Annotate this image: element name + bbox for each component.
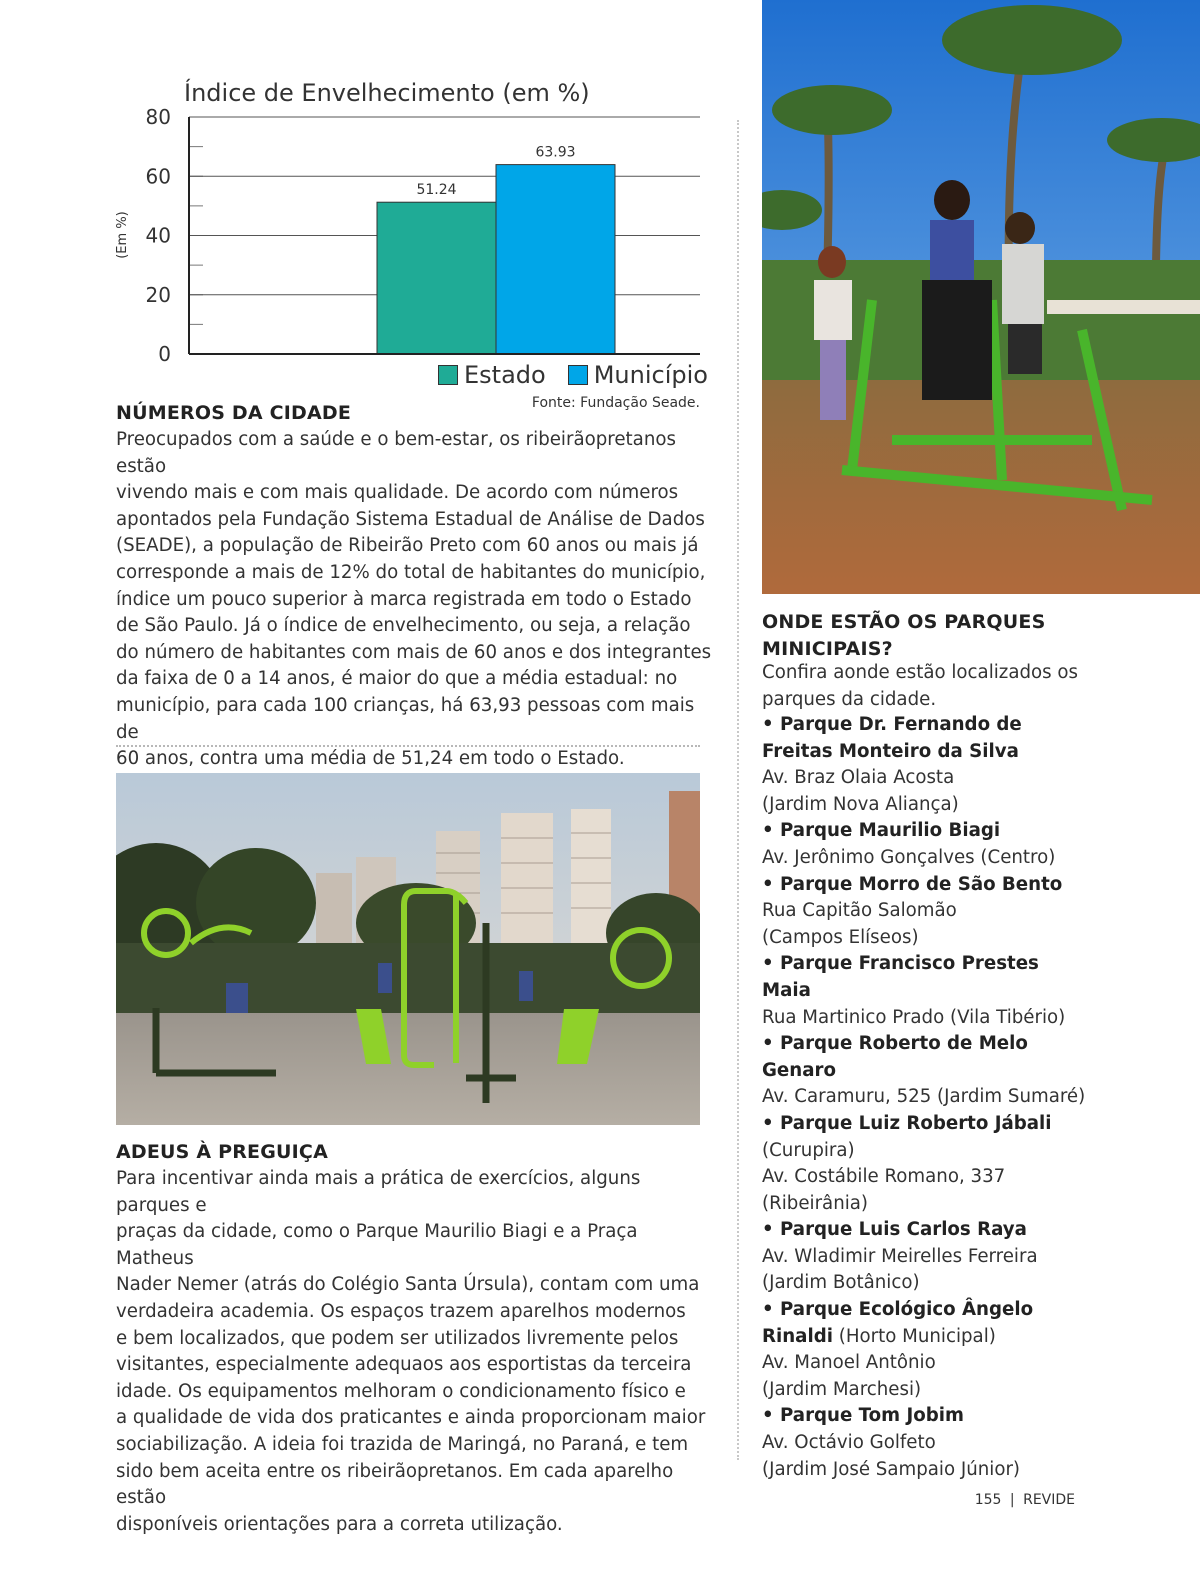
park-name: • Parque Ecológico Ângelo [762,1299,1034,1321]
body-line: verdadeira academia. Os espaços trazem aparelhos modernos [116,1300,686,1322]
body-line: Para incentivar ainda mais a prática de exercícios, alguns parques e [116,1168,641,1216]
section-title-numeros: NÚMEROS DA CIDADE [116,402,352,424]
intro-line: parques da cidade. [762,688,937,710]
chart-data-label: 63.93 [535,144,576,161]
park-detail: Av. Octávio Golfeto [762,1432,936,1454]
park-detail: Av. Braz Olaia Acosta [762,767,955,789]
park-name: • Parque Luiz Roberto Jábali [762,1112,1052,1134]
page-footer [960,1492,1075,1508]
park-item-morro [762,872,1092,952]
body-line: Nader Nemer (atrás do Colégio Santa Úrsula), contam com uma [116,1274,700,1296]
park-detail: (Jardim José Sampaio Júnior) [762,1458,1021,1480]
body-line: a qualidade de vida dos praticantes e ainda proporcionam maior [116,1407,706,1429]
park-detail: Av. Costábile Romano, 337 [762,1166,1006,1188]
chart-title: Índice de Envelhecimento (em %) [184,79,590,107]
body-line: vivendo mais e com mais qualidade. De acordo com números [116,482,679,504]
legend-swatch-estado [438,365,458,385]
sidebar-title-line: ONDE ESTÃO OS PARQUES [762,611,1046,633]
chart-bar [496,165,615,354]
park-item-tom-jobim [762,1403,1092,1483]
park-detail: Av. Manoel Antônio [762,1352,936,1374]
exercise-photo [762,0,1200,594]
body-line: da faixa de 0 a 14 anos, é maior do que a média estadual: no [116,668,678,690]
body-line: do número de habitantes com mais de 60 anos e dos integrantes [116,641,712,663]
park-name: • Parque Luis Carlos Raya [762,1219,1027,1241]
chart-tick-label: 20 [145,282,171,307]
body-line: disponíveis orientações para a correta utilização. [116,1513,563,1535]
park-name: Rinaldi [762,1325,833,1347]
body-line: 60 anos, contra uma média de 51,24 em todo o Estado. [116,748,625,770]
park-item-angelo [762,1297,1092,1403]
legend-item-estado [438,361,546,389]
park-name-suffix: (Horto Municipal) [832,1325,996,1347]
park-list [762,712,1092,1483]
intro-line: Confira aonde estão localizados os [762,662,1079,683]
chart-data-label: 51.24 [416,182,457,199]
sidebar-intro [762,660,1092,713]
legend-swatch-municipio [568,365,588,385]
park-name: • Parque Tom Jobim [762,1405,964,1427]
section-title-adeus: ADEUS À PREGUIÇA [116,1141,328,1163]
body-line: corresponde a mais de 12% do total de habitantes do município, [116,561,706,583]
chart-tick-label: 60 [145,164,171,189]
park-detail: (Curupira) [762,1139,855,1161]
park-detail: (Jardim Botânico) [762,1272,920,1294]
park-name: Genaro [762,1059,836,1081]
park-detail: Av. Caramuru, 525 (Jardim Sumaré) [762,1086,1086,1108]
body-line: idade. Os equipamentos melhoram o condicionamento físico e [116,1380,686,1402]
sidebar-title-line: MINICIPAIS? [762,637,893,660]
park-detail: (Jardim Nova Aliança) [762,793,959,815]
park-detail: Av. Jerônimo Gonçalves (Centro) [762,846,1056,868]
park-item-francisco [762,951,1092,1031]
park-name: • Parque Maurilio Biagi [762,820,1001,842]
magazine-name: REVIDE [1023,1492,1075,1508]
park-detail: Rua Capitão Salomão [762,900,957,922]
park-gym-photo [116,773,700,1125]
chart-tick-label: 0 [158,342,171,366]
park-detail: (Ribeirânia) [762,1192,869,1214]
park-detail: Av. Wladimir Meirelles Ferreira [762,1245,1038,1267]
park-detail: (Campos Elíseos) [762,926,919,948]
park-item-luis-carlos [762,1217,1092,1297]
park-name: Freitas Monteiro da Silva [762,740,1019,762]
chart-tick-label: 80 [145,105,171,129]
body-line: Preocupados com a saúde e o bem-estar, os ribeirãopretanos estão [116,429,676,477]
body-line: sido bem aceita entre os ribeirãopretanos. Em cada aparelho estão [116,1460,674,1509]
body-line: índice um pouco superior à marca registrada em todo o Estado [116,588,692,610]
chart-bar [377,202,496,354]
body-line: e bem localizados, que podem ser utilizados livremente pelos [116,1327,679,1349]
body-line: sociabilização. A ideia foi trazida de Maringá, no Paraná, e tem [116,1433,689,1455]
park-name: • Parque Dr. Fernando de [762,714,1022,735]
body-line: praças da cidade, como o Parque Maurilio Biagi e a Praça Matheus [116,1221,638,1269]
park-name: • Parque Roberto de Melo [762,1033,1028,1055]
legend-item-municipio [568,361,708,389]
body-line: município, para cada 100 crianças, há 63,93 pessoas com mais de [116,694,695,743]
body-line: de São Paulo. Já o índice de envelhecimento, ou seja, a relação [116,615,691,637]
legend-label-municipio: Município [593,361,708,389]
park-item-maurilio [762,818,1092,871]
chart-source: Fonte: Fundação Seade. [531,395,700,411]
chart-legend [438,361,708,389]
park-detail: (Jardim Marchesi) [762,1378,922,1400]
body-line: apontados pela Fundação Sistema Estadual de Análise de Dados [116,508,705,530]
sidebar-title [762,609,1045,662]
section-divider [116,745,700,747]
footer-separator: | [1009,1492,1015,1508]
park-item-roberto [762,1031,1092,1111]
park-name-line [762,1324,1092,1351]
column-divider [737,120,739,1460]
body-line: visitantes, especialmente adequaos aos esportistas da terceira [116,1354,692,1376]
chart-ylabel: (Em %) [115,211,130,259]
body-line: (SEADE), a população de Ribeirão Preto com 60 anos ou mais já [116,535,699,557]
park-item-fernando [762,712,1092,818]
section-body-adeus [116,1166,716,1538]
section-body-numeros [116,427,716,773]
park-name: • Parque Francisco Prestes Maia [762,953,1039,1001]
legend-label-estado: Estado [464,361,546,389]
park-item-luiz [762,1111,1092,1217]
page-number: 155 [974,1492,1002,1508]
park-detail: Rua Martinico Prado (Vila Tibério) [762,1006,1066,1028]
park-name: • Parque Morro de São Bento [762,873,1063,895]
chart-tick-label: 40 [145,223,171,248]
